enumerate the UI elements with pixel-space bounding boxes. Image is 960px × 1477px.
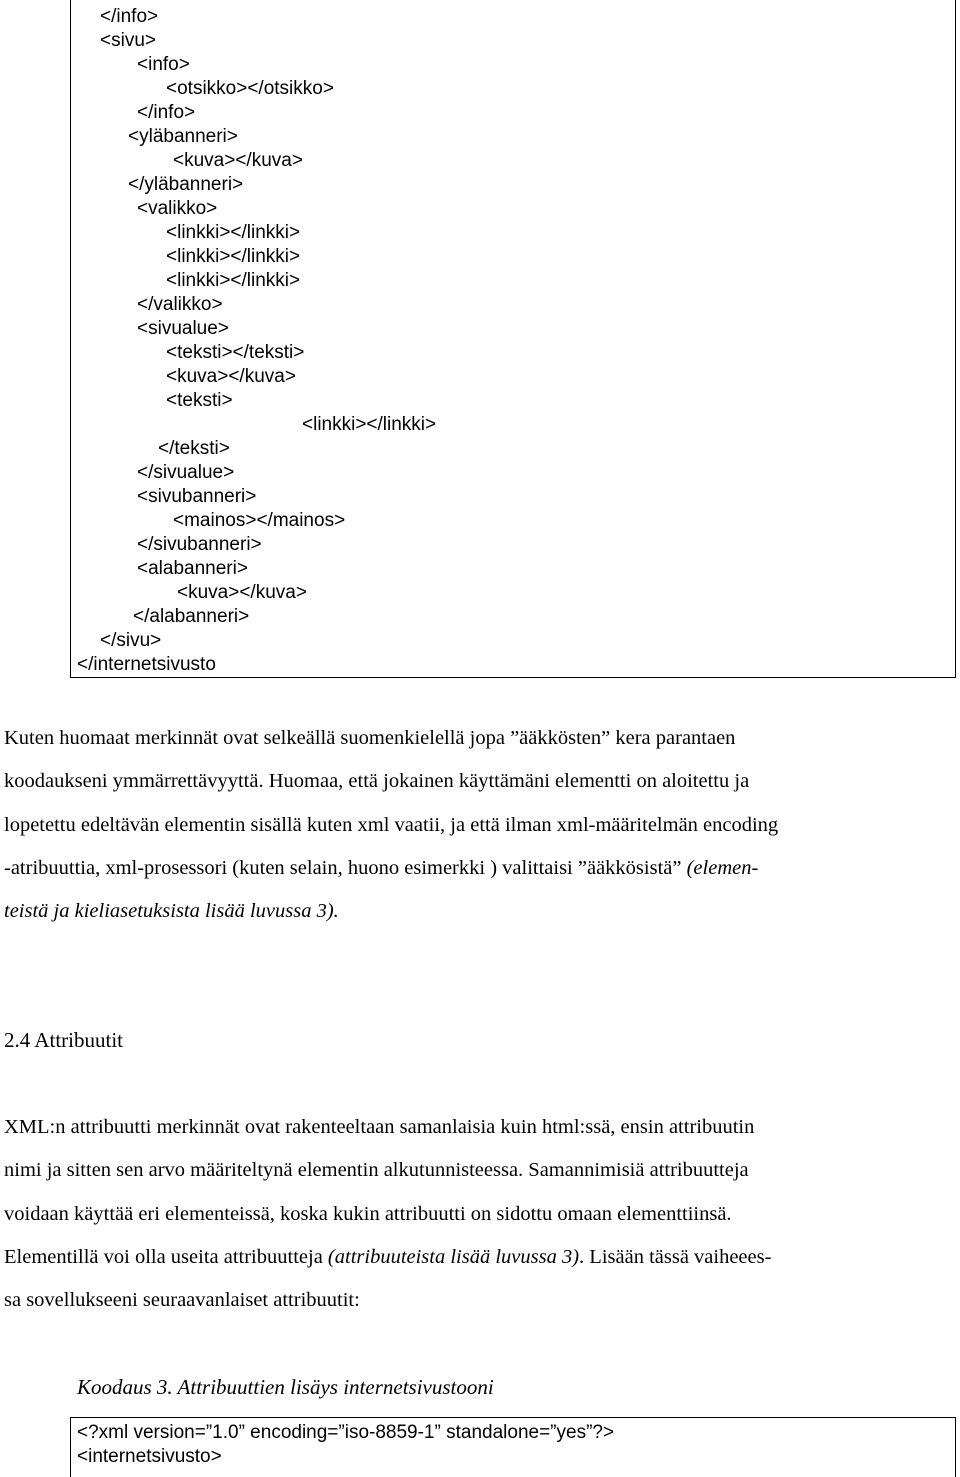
code-line: <otsikko></otsikko> (166, 78, 334, 99)
code-line: <linkki></linkki> (166, 246, 301, 267)
text-line: voidaan käyttää eri elementeissä, koska kukin attribuutti on sidottu omaan elementtiinsä. (4, 1203, 732, 1225)
code-line: <kuva></kuva> (177, 582, 307, 603)
text-span: . Lisään tässä vaiheees- (579, 1246, 772, 1268)
italic-span: teistä ja kieliasetuksista lisää luvussa 3). (4, 900, 339, 922)
code-line: <sivualue> (137, 318, 229, 339)
text-line: sa sovellukseeni seuraavanlaiset attribuutit: (4, 1289, 360, 1311)
text-line: lopetettu edeltävän elementin sisällä kuten xml vaatii, ja että ilman xml-määritelmän encoding (4, 814, 779, 836)
code-line: <sivubanneri> (137, 486, 257, 507)
code-line: </alabanneri> (133, 606, 250, 627)
code-line: <linkki></linkki> (302, 414, 437, 435)
code-line: </teksti> (158, 438, 230, 459)
code-line: </sivubanneri> (137, 534, 262, 555)
text-span: Elementillä voi olla useita attribuutteja (4, 1246, 328, 1268)
code-line: <info> (137, 54, 190, 75)
italic-span: (elemen- (686, 857, 759, 879)
code-line: <linkki></linkki> (166, 270, 301, 291)
text-line (4, 857, 956, 880)
code-line: </sivu> (100, 630, 162, 651)
code-line: <valikko> (137, 198, 218, 219)
code-line: <mainos></mainos> (173, 510, 346, 531)
code-line: <kuva></kuva> (173, 150, 303, 171)
code-line: <alabanneri> (137, 558, 248, 579)
code-line: <kuva></kuva> (166, 366, 296, 387)
italic-span: (attribuuteista lisää luvussa 3) (327, 1246, 580, 1268)
text-line (4, 1246, 956, 1269)
text-line: XML:n attribuutti merkinnät ovat rakenteeltaan samanlaisia kuin html:ssä, ensin attribuutin (4, 1116, 755, 1138)
text-line: koodaukseni ymmärrettävyyttä. Huomaa, että jokainen käyttämäni elementti on aloitettu ja (4, 770, 750, 792)
code-line: </info> (100, 6, 159, 27)
section-heading: 2.4 Attribuutit (4, 1028, 124, 1052)
code-line: <?xml version=”1.0” encoding=”iso-8859-1” standalone=”yes”?> (77, 1422, 615, 1443)
code-line: <yläbanneri> (128, 126, 238, 147)
code-line: </internetsivusto (77, 654, 216, 675)
code-line: </valikko> (137, 294, 223, 315)
code-line: </sivualue> (137, 462, 235, 483)
text-span: -atribuuttia, xml-prosessori (kuten selain, huono esimerkki ) valittaisi ”ääkkösistä” (4, 857, 682, 879)
code-line: <teksti> (166, 390, 233, 411)
code-line: <linkki></linkki> (166, 222, 301, 243)
text-line: nimi ja sitten sen arvo määriteltynä elementin alkutunnisteessa. Samannimisiä attribuutteja (4, 1159, 749, 1181)
code-line: </yläbanneri> (128, 174, 244, 195)
text-line: Kuten huomaat merkinnät ovat selkeällä suomenkielellä jopa ”ääkkösten” kera parantaen (4, 727, 736, 749)
code-line: <sivu> (100, 30, 156, 51)
code-line: <internetsivusto> (77, 1446, 222, 1467)
code-line: </info> (137, 102, 196, 123)
code-line: <teksti></teksti> (166, 342, 305, 363)
code-caption: Koodaus 3. Attribuuttien lisäys internetsivustooni (77, 1375, 494, 1399)
text-line (4, 900, 956, 923)
